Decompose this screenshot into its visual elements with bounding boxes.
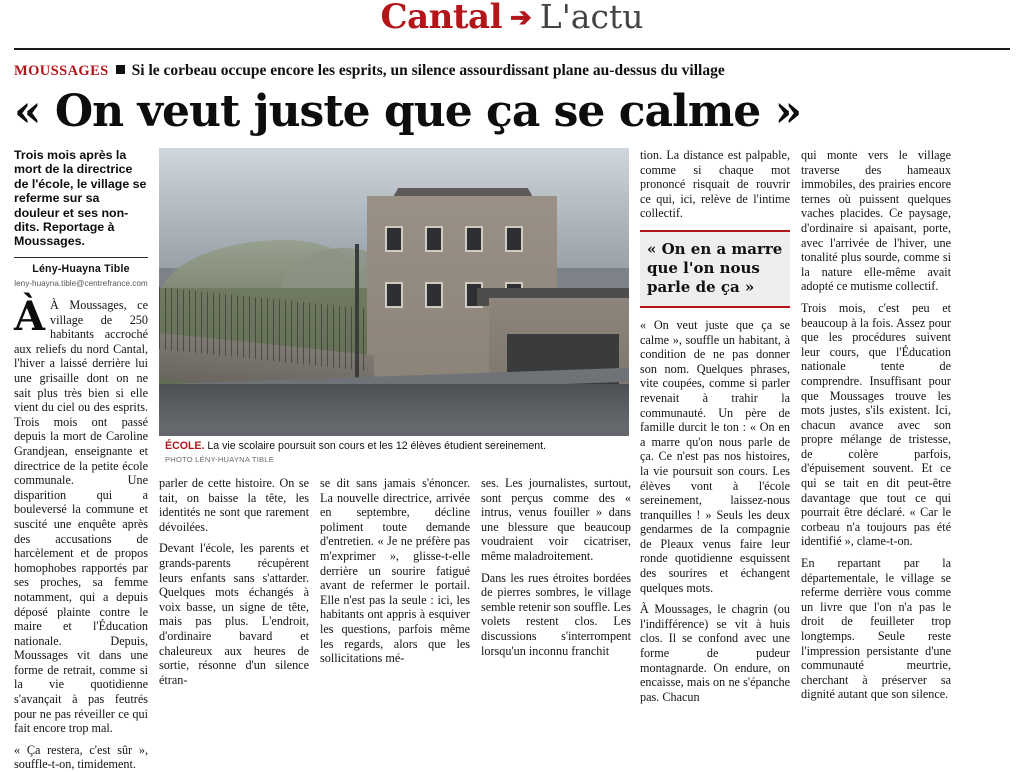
- paragraph: « On veut juste que ça se calme », souffle un habitant, à condition de ne pas donner son nom. Quelques phrases, vite coupées, comme si parler revenait à trahir la communauté. Un père de famille durcit le ton : « On en a marre qu'on nous parle de ça. Ce n'est pas nos histoires, la vie poursuit son cours. Les élèves vont à l'école sereinement, laissez-nous tranquilles ! » Seuls les deux gendarmes de la compagnie de Pleaux venus faire leur ronde quotidienne esquissent des sourires et échangent quelques mots.: [640, 317, 790, 595]
- article-body: [14, 148, 1010, 772]
- paragraph: se dit sans jamais s'énoncer. La nouvelle directrice, arrivée en septembre, décline poliment toute demande d'entretien. « Je ne préfère pas m'exprimer », glisse-t-elle derrière un sourire fatigué avant de refermer le portail. Elle n'est pas la seule : ici, les habitants ont appris à esquiver les questions, parfois même les regards, alors que les sollicitations mé-: [320, 476, 470, 666]
- column-2c: [481, 476, 631, 687]
- paragraph: qui monte vers le village traverse des hameaux immobiles, des prairies encore ternes où puissent quelques vaches placides. Ce paysage, d'ordinaire si apaisant, porte, avec l'arrivée de l'hiver, une tonalité plus sourde, comme si la nature elle-même avait adopté ce mutisme collectif.: [801, 148, 951, 294]
- photo-window: [425, 282, 443, 308]
- standfirst: Trois mois après la mort de la directrice de l'école, le village se referme sur sa douleur et ses non-dits. Reportage à Moussages.: [14, 148, 147, 249]
- caption-label: ÉCOLE.: [165, 440, 205, 453]
- column-2: [159, 148, 629, 708]
- column-1: [14, 148, 148, 772]
- column-2b: [320, 476, 470, 687]
- kicker-place: MOUSSAGES: [14, 63, 109, 79]
- pull-quote: « On en a marre que l'on nous parle de ça »: [640, 230, 790, 308]
- paragraph: Devant l'école, les parents et grands-parents récupèrent leurs enfants sans s'attarder. Quelques mots échangés à voix basse, un signe de tête, mais pas plus. L'endroit, d'ordinaire bavard et chaleureux aux heures de sortie, résonne d'un silence étran-: [159, 541, 309, 687]
- paragraph-lead: [14, 293, 148, 736]
- masthead-divider: [14, 48, 1010, 50]
- paragraph: En repartant par la départementale, le village se referme derrière vous comme un livre que l'on n'a pas le droit de feuilleter trop longtemps. Seule reste l'impression persistante d'une communauté meurtrie, cherchant à préserver sa dignité autant que son silence.: [801, 556, 951, 702]
- byline-divider: [14, 257, 148, 258]
- byline-author: Lény-Huayna Tible: [32, 262, 130, 275]
- drop-cap: À: [14, 293, 46, 341]
- photo-pole: [355, 244, 359, 394]
- photo-window: [385, 282, 403, 308]
- paragraph: tion. La distance est palpable, comme si chaque mot prononcé risquait de rouvrir ce qui, ici, relève de l'intime collectif.: [640, 148, 790, 221]
- photo-caption: [159, 436, 629, 468]
- photo-credit: PHOTO LÉNY-HUAYNA TIBLE: [165, 455, 274, 464]
- paragraph: parler de cette histoire. On se tait, on baisse la tête, les identités ne sont que rarement dévoilées.: [159, 476, 309, 534]
- paragraph: « Ça restera, c'est sûr », souffle-t-on, timidement.: [14, 742, 148, 772]
- paragraph: Dans les rues étroites bordées de pierres sombres, le village semble retenir son souffle. Les volets restent clos. Les discussions s'interrompent lorsqu'un inconnu franchit: [481, 570, 631, 658]
- masthead: [0, 0, 1024, 42]
- column-3: [640, 148, 790, 708]
- paragraph: Trois mois, c'est peu et beaucoup à la fois. Assez pour que les procédures suivent leur cours, que l'Éducation nationale tente de comprendre. Insuffisant pour que Moussages trouve les mots justes, s'ils existent. Ici, chacun avance avec son propre mélange de tristesse, de colère parfois, d'épuisement souvent. Et ce qui se tait en dit peut-être davantage que tout ce qui pourrait être déclaré. « Car le corbeau n'a toujours pas été identifié », clame-t-on.: [801, 300, 951, 549]
- photo-window: [425, 226, 443, 252]
- masthead-section: L'actu: [539, 0, 644, 36]
- article-photo: [159, 148, 629, 468]
- photo-window: [465, 226, 483, 252]
- byline-email: leny-huayna.tible@centrefrance.com: [14, 279, 148, 289]
- paragraph: À Moussages, le chagrin (ou l'indifférence) se vit à huis clos. Il se confond avec une forme de pudeur montagnarde. On endure, on encaisse, mais on ne s'épanche pas. Chacun: [640, 602, 790, 704]
- kicker-text: Si le corbeau occupe encore les esprits, un silence assourdissant plane au-dessus du village: [131, 62, 725, 79]
- page-title: « On veut juste que ça se calme »: [14, 86, 802, 137]
- photo-window: [505, 226, 523, 252]
- arrow-right-icon: ➔: [510, 3, 532, 32]
- square-bullet-icon: [116, 65, 125, 74]
- paragraph: ses. Les journalistes, surtout, sont perçus comme des « intrus, venus fouiller » dans une blessure que beaucoup voudraient voir cicatriser, même maladroitement.: [481, 476, 631, 563]
- kicker: [14, 62, 1010, 80]
- caption-text: La vie scolaire poursuit son cours et les 12 élèves étudient sereinement.: [207, 440, 546, 453]
- paragraph-text: À Moussages, ce village de 250 habitants accroché aux reliefs du nord Cantal, l'hiver a laissé derrière lui une grisaille dont on ne sait plus très bien si elle vient du ciel ou des esprits. Trois mois ont passé depuis la mort de Caroline Grandjean, enseignante et directrice de la petite école communale. Une disparition qui a bouleversé la commune et suscité une enquête après des accusations de harcèlement et de propos homophobes rapportés par ses proches, sa femme notamment, qui a depuis déposé plainte contre le maire et l'Éducation nationale. Depuis, Moussages vit dans une forme de retrait, comme si la vie quotidienne s'avançait à pas feutrés pour ne pas réveiller ce qui fait encore trop mal.: [14, 298, 148, 736]
- photo-window: [385, 226, 403, 252]
- column-4: [801, 148, 951, 708]
- column-2a: [159, 476, 309, 687]
- masthead-brand: Cantal: [380, 0, 502, 37]
